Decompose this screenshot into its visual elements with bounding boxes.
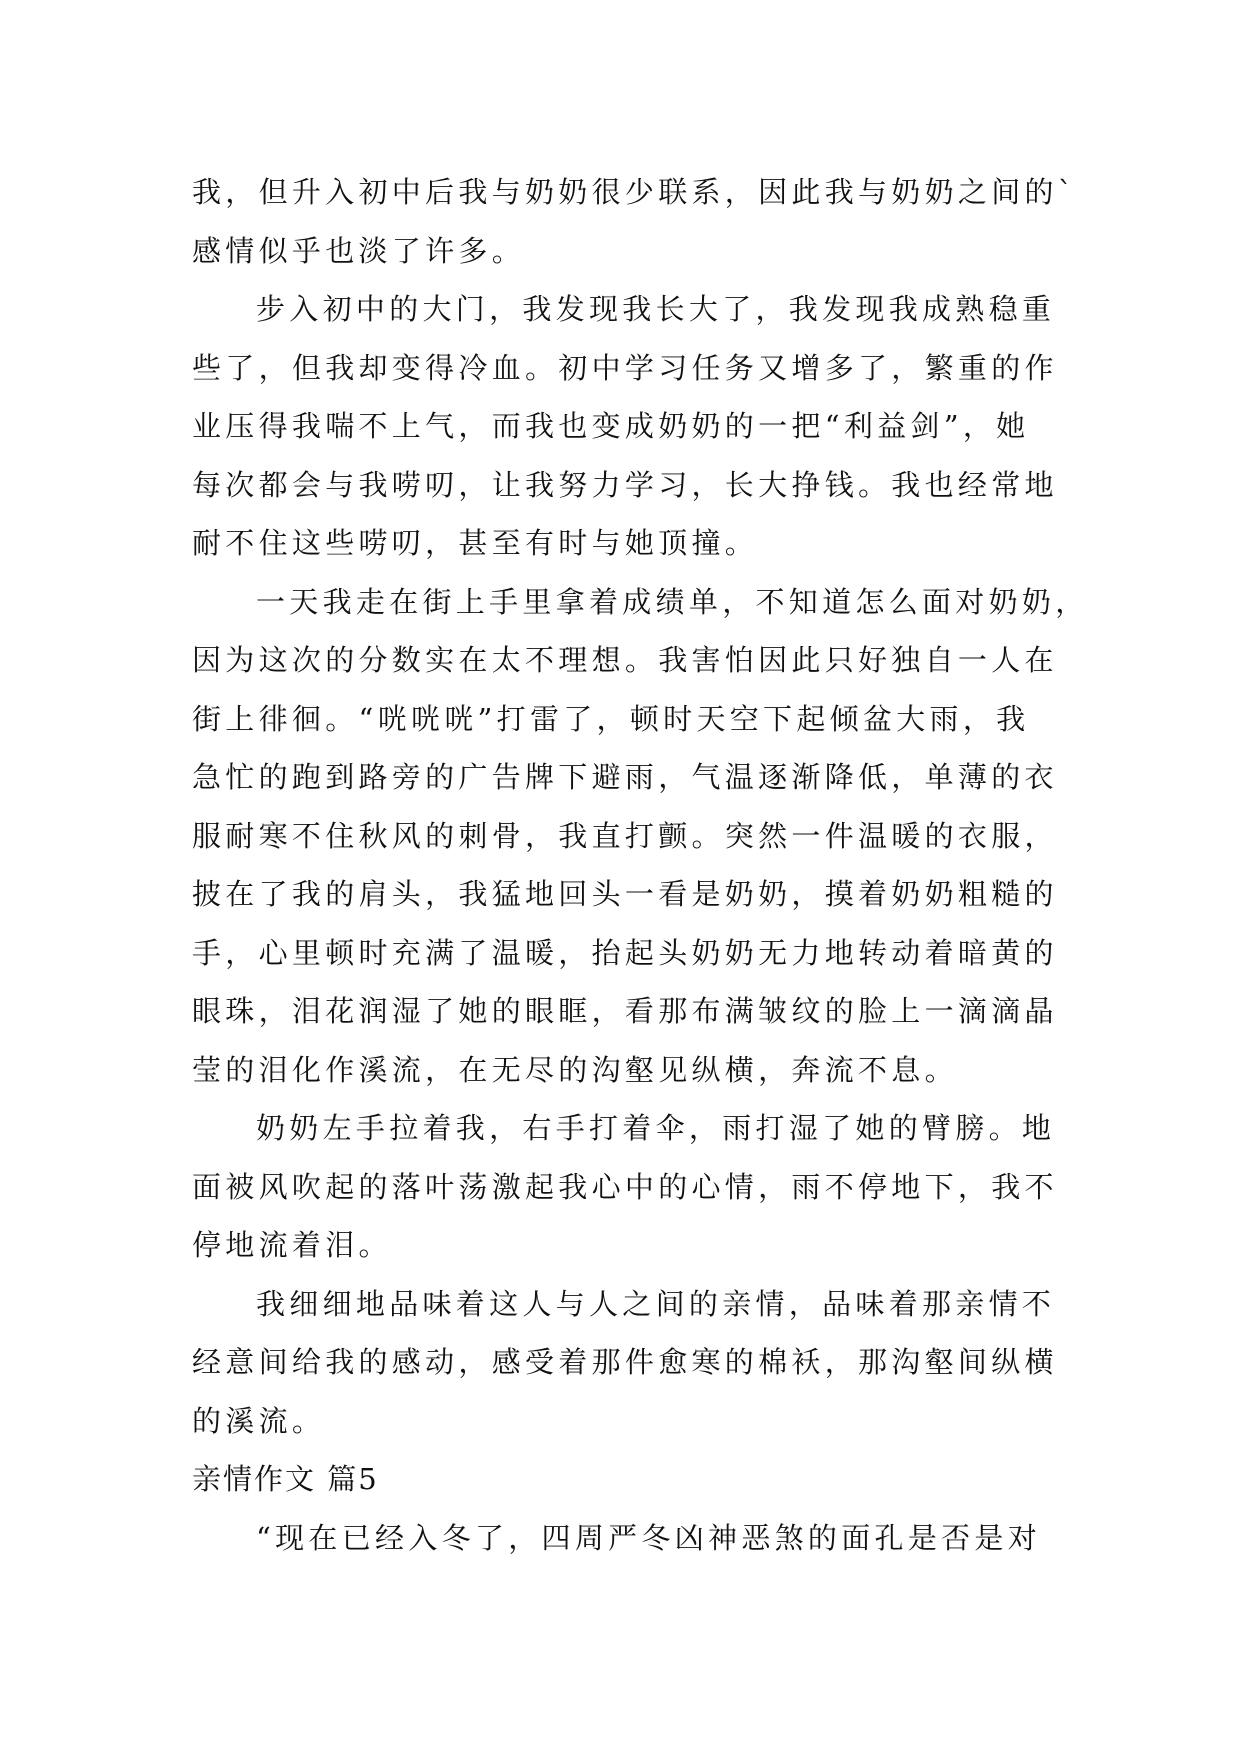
text-line: 些了，但我却变得冷血。初中学习任务又增多了，繁重的作 <box>192 350 1058 385</box>
text-line: 停地流着泪。 <box>192 1228 392 1262</box>
text-line: 我细细地品味着这人与人之间的亲情，品味着那亲情不 <box>256 1286 1056 1321</box>
text-line: 耐不住这些唠叨，甚至有时与她顶撞。 <box>192 526 759 560</box>
text-line: 我，但升入初中后我与奶奶很少联系，因此我与奶奶之间的` <box>192 175 1077 209</box>
section-heading: 亲情作文 篇5 <box>192 1462 379 1496</box>
body-text <box>192 163 1089 1567</box>
text-line: “现在已经入冬了，四周严冬凶神恶煞的面孔是否是对 <box>256 1520 1042 1555</box>
text-line: 手，心里顿时充满了温暖，抬起头奶奶无力地转动着暗黄的 <box>192 935 1058 970</box>
text-line: 感情似乎也淡了许多。 <box>192 233 526 268</box>
text-line: 眼珠，泪花润湿了她的眼眶，看那布满皱纹的脸上一滴滴晶 <box>192 994 1058 1028</box>
text-line: 步入初中的大门，我发现我长大了，我发现我成熟稳重 <box>256 292 1056 326</box>
text-line: 面被风吹起的落叶荡激起我心中的心情，雨不停地下，我不 <box>192 1169 1058 1204</box>
text-line: 服耐寒不住秋风的刺骨，我直打颤。突然一件温暖的衣服， <box>192 818 1058 853</box>
text-line: 一天我走在街上手里拿着成绩单，不知道怎么面对奶奶， <box>256 584 1089 619</box>
text-line: 的溪流。 <box>192 1403 326 1438</box>
text-line: 业压得我喘不上气，而我也变成奶奶的一把“利益剑”，她 <box>192 409 1030 443</box>
text-line: 披在了我的肩头，我猛地回头一看是奶奶，摸着奶奶粗糙的 <box>192 877 1058 911</box>
text-line: 每次都会与我唠叨，让我努力学习，长大挣钱。我也经常地 <box>192 467 1058 502</box>
text-line: 街上徘徊。“咣咣咣”打雷了，顿时天空下起倾盆大雨，我 <box>192 701 1030 736</box>
text-line: 奶奶左手拉着我，右手打着伞，雨打湿了她的臂膀。地 <box>256 1111 1056 1145</box>
text-line: 经意间给我的感动，感受着那件愈寒的棉袄，那沟壑间纵横 <box>192 1345 1058 1379</box>
text-line: 莹的泪化作溪流，在无尽的沟壑见纵横，奔流不息。 <box>192 1052 958 1087</box>
text-line: 因为这次的分数实在太不理想。我害怕因此只好独自一人在 <box>192 643 1058 677</box>
text-line: 急忙的跑到路旁的广告牌下避雨，气温逐渐降低，单薄的衣 <box>192 760 1058 794</box>
